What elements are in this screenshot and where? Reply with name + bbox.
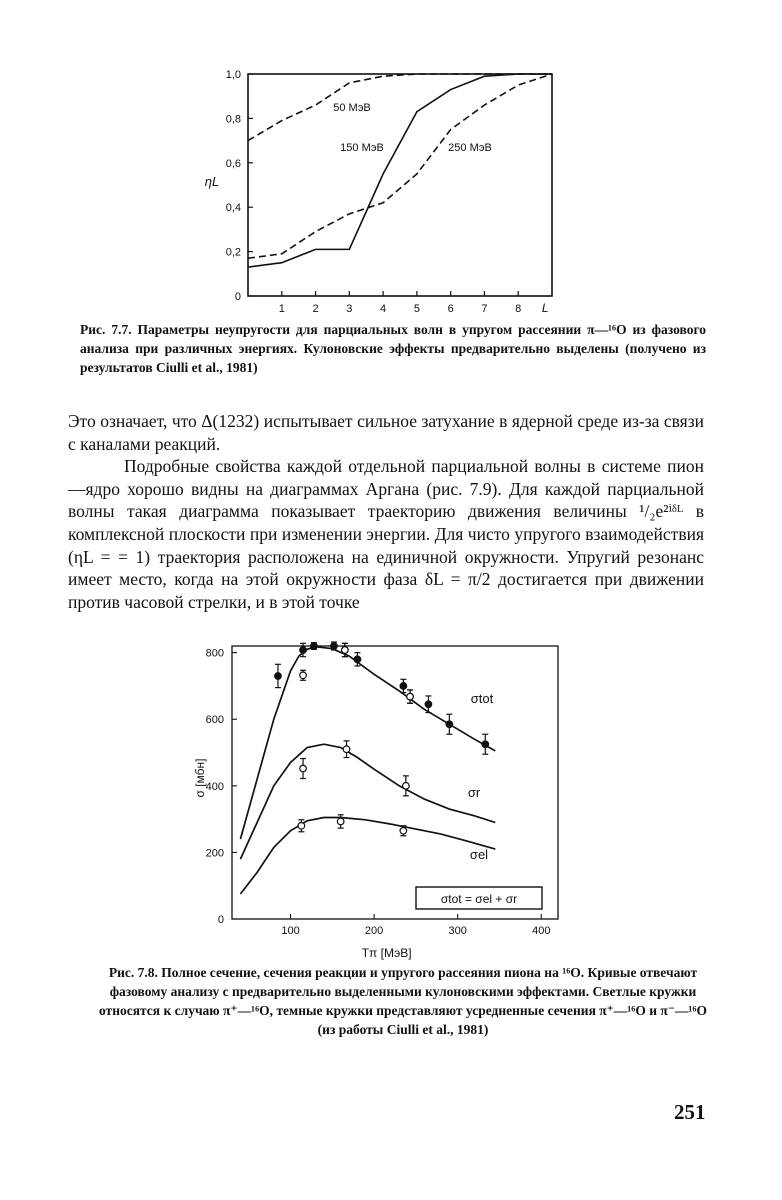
figure-7-8-caption <box>92 963 714 1039</box>
fig2-ylabel: σ [мбн] <box>193 758 207 798</box>
fig2-caption-text: Рис. 7.8. Полное сечение, сечения реакции и упругого рассеяния пиона на ¹⁶O. Кривые отвечают фазовому анализу с предварительно выделенными кулоновскими эффектами. Светлые кружки относятся к случаю π⁺—¹⁶O, темные кружки представляют усредненные сечения π⁺—¹⁶O и π⁻—¹⁶O (из работы Ciulli et al., 1981) <box>98 965 708 1037</box>
fig2-xtick-label: 100 <box>281 925 300 937</box>
fig2-point-0 <box>354 656 361 663</box>
fig1-line-0 <box>248 74 552 141</box>
fig2-point-1 <box>342 647 349 654</box>
fig1-ytick-label: 0,2 <box>225 246 241 259</box>
fig2-ytick-label: 800 <box>205 647 224 660</box>
fig1-caption-text: Рис. 7.7. Параметры неупругости для парциальных волн в упругом рассеянии π—¹⁶O из фазового анализа при различных энергиях. Кулоновские эффекты предварительно выделены (получено из результатов Ciulli et al., 1981) <box>80 322 706 375</box>
fig2-xtick-label: 300 <box>448 925 467 937</box>
fig2-point-1 <box>300 672 307 679</box>
fig2-label-tot: σtot <box>470 691 494 706</box>
fig1-xtick-label: 2 <box>312 303 319 315</box>
fig2-xlabel: Tπ [МэВ] <box>361 946 412 960</box>
fig1-axes <box>205 69 552 315</box>
fig1-label-250: 250 МэВ <box>448 142 492 154</box>
fig1-line-2 <box>248 74 552 258</box>
fig2-point-1 <box>407 693 414 700</box>
fig2-ytick-label: 600 <box>205 714 224 727</box>
fig1-label-50: 50 МэВ <box>333 102 371 114</box>
fig2-point-0 <box>482 741 489 748</box>
fig2-legend-text: σtot = σel + σr <box>440 892 518 906</box>
fig2-point-0 <box>400 683 407 690</box>
fig2-point-3 <box>400 827 407 834</box>
fig1-ytick-label: 0,4 <box>225 202 241 215</box>
fig1-ytick-label: 0,6 <box>225 157 241 170</box>
fig1-xlabel: L <box>541 301 549 315</box>
figure-7-7-chart <box>190 60 570 320</box>
fig2-axes <box>193 646 558 960</box>
fig2-point-3 <box>298 822 305 829</box>
paragraph-1: Это означает, что Δ(1232) испытывает сильное затухание в ядерной среде из-за связи с каналами реакций. <box>68 411 704 454</box>
fig2-point-0 <box>311 643 318 650</box>
fig2-label-r: σr <box>467 785 481 800</box>
fig2-xtick-label: 400 <box>532 925 551 937</box>
fig2-labels <box>416 691 542 909</box>
fig1-frame <box>248 74 552 296</box>
fig2-point-0 <box>425 701 432 708</box>
figure-7-7-caption <box>80 320 706 377</box>
fig2-point-2 <box>300 765 307 772</box>
figure-7-8-chart <box>180 640 580 965</box>
fig1-series <box>248 74 552 267</box>
fig1-xtick-label: 3 <box>346 303 353 315</box>
fig1-label-150: 150 МэВ <box>340 142 384 154</box>
page-number: 251 <box>674 1100 706 1124</box>
fig1-xtick-label: 8 <box>515 303 522 315</box>
fig1-xtick-label: 7 <box>481 303 488 315</box>
fig2-point-2 <box>403 783 410 790</box>
fig1-xtick-label: 1 <box>278 303 285 315</box>
fig1-ytick-label: 0 <box>234 291 241 303</box>
fig2-point-3 <box>337 818 344 825</box>
fig2-point-0 <box>300 647 307 654</box>
fig2-point-0 <box>446 721 453 728</box>
fig2-ytick-label: 200 <box>205 847 224 860</box>
body-text <box>68 410 704 613</box>
fig1-xtick-label: 6 <box>447 303 454 315</box>
fig1-ylabel: ηL <box>204 174 220 189</box>
fig2-ytick-label: 0 <box>217 914 224 926</box>
fig1-ytick-label: 1,0 <box>225 69 241 81</box>
fig2-xtick-label: 200 <box>364 925 384 937</box>
fig2-curves <box>240 647 495 894</box>
fig2-point-2 <box>343 746 350 753</box>
fig2-ytick-label: 400 <box>205 780 224 793</box>
fig2-point-0 <box>331 643 338 650</box>
fig1-xtick-label: 5 <box>413 303 420 315</box>
fig1-labels <box>333 102 492 154</box>
fig2-point-0 <box>275 673 282 680</box>
fig2-points <box>275 642 489 836</box>
fig2-curve-2 <box>240 818 495 895</box>
fig1-xtick-label: 4 <box>380 303 387 315</box>
fig2-label-el: σel <box>469 847 489 862</box>
fig1-ytick-label: 0,8 <box>225 113 241 126</box>
paragraph-2: Подробные свойства каждой отдельной парциальной волны в системе пион—ядро хорошо видны на диаграммах Аргана (рис. 7.9). Для каждой парциальной волны такая диаграмма показывает траекторию движения величины ¹/₂e²ⁱᵟᴸ в комплексной плоскости при изменении энергии. Для чисто упругого взаимодействия (ηL = = 1) траектория расположена на единичной окружности. Упругий резонанс имеет место, когда на этой окружности фаза δL = π/2 достигается при движении против часовой стрелки, и в этой точке <box>68 456 704 612</box>
fig1-line-1 <box>248 74 552 267</box>
